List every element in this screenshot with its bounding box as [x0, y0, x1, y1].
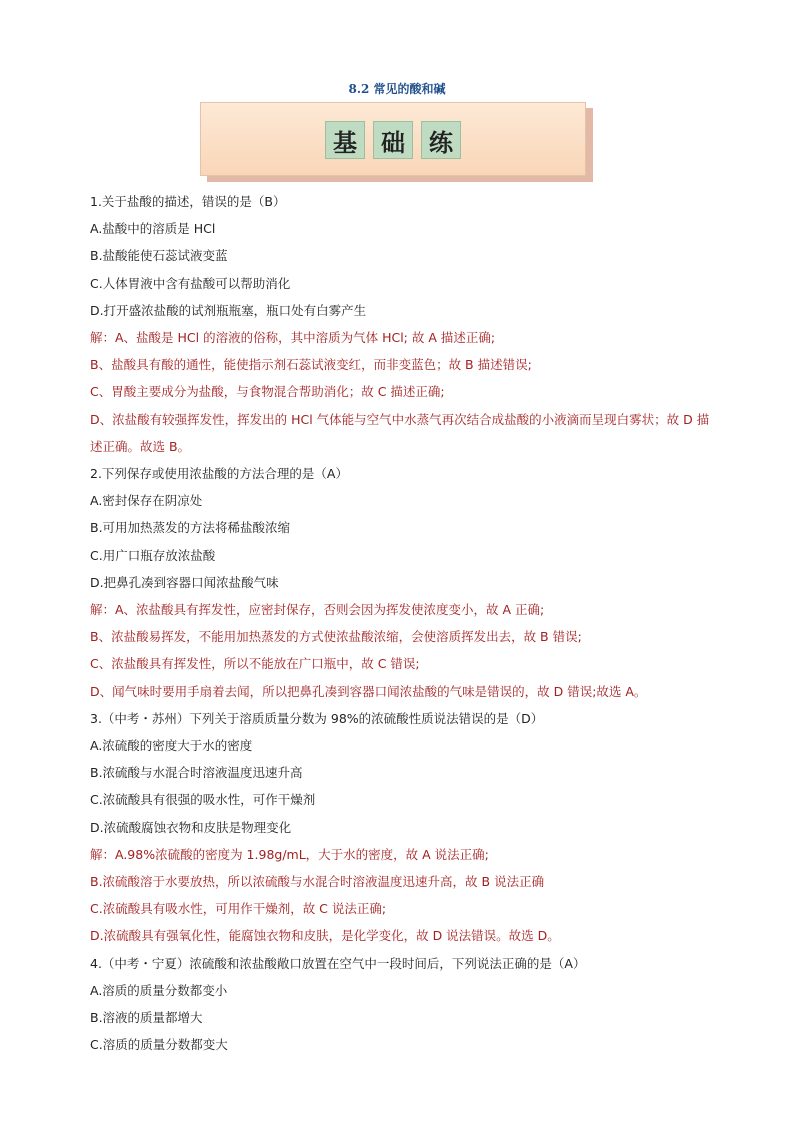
question-1-solution-line: 解：A、盐酸是 HCl 的溶液的俗称，其中溶质为气体 HCl; 故 A 描述正确; [90, 330, 496, 346]
question-4-option-a: A.溶质的质量分数都变小 [90, 982, 228, 998]
question-2-option-b: B.可用加热蒸发的方法将稀盐酸浓缩 [90, 520, 291, 536]
question-1-solution-line: B、盐酸具有酸的通性，能使指示剂石蕊试液变红，而非变蓝色；故 B 描述错误; [90, 357, 532, 373]
question-3-solution-line: B.浓硫酸溶于水要放热，所以浓硫酸与水混合时溶液温度迅速升高，故 B 说法正确 [90, 874, 545, 890]
question-4-option-c: C.溶质的质量分数都变大 [90, 1037, 228, 1053]
question-3-option-b: B.浓硫酸与水混合时溶液温度迅速升高 [90, 765, 303, 781]
question-1-option-a: A.盐酸中的溶质是 HCl [90, 221, 216, 237]
question-3-option-d: D.浓硫酸腐蚀衣物和皮肤是物理变化 [90, 819, 292, 835]
question-1-option-b: B.盐酸能使石蕊试液变蓝 [90, 248, 228, 264]
banner-char-3: 练 [421, 121, 461, 159]
question-3-solution-line: 解：A.98%浓硫酸的密度为 1.98g/mL，大于水的密度，故 A 说法正确; [90, 846, 489, 862]
question-2-solution-line: B、浓盐酸易挥发，不能用加热蒸发的方式使浓盐酸浓缩，会使溶质挥发出去，故 B 错误; [90, 629, 582, 645]
question-2-solution-line: D、闻气味时要用手扇着去闻，所以把鼻孔凑到容器口闻浓盐酸的气味是错误的，故 D 错误;故选 A。 [90, 683, 647, 699]
banner-char-2: 础 [373, 121, 413, 159]
banner [200, 102, 586, 176]
question-3-stem: 3.（中考・苏州）下列关于溶质质量分数为 98%的浓硫酸性质说法错误的是（D） [90, 710, 544, 726]
question-2-solution-line: 解：A、浓盐酸具有挥发性，应密封保存，否则会因为挥发使浓度变小，故 A 正确; [90, 602, 545, 618]
question-4-stem: 4.（中考・宁夏）浓硫酸和浓盐酸敞口放置在空气中一段时间后，下列说法正确的是（A） [90, 955, 586, 971]
question-2-option-a: A.密封保存在阴凉处 [90, 493, 203, 509]
banner-char-1: 基 [325, 121, 365, 159]
question-3-solution-line: C.浓硫酸具有吸水性，可用作干燥剂，故 C 说法正确; [90, 901, 387, 917]
question-1-solution-line: D、浓盐酸有较强挥发性，挥发出的 HCl 气体能与空气中水蒸气再次结合成盐酸的小液滴而呈现白雾状；故 D 描述正确。故选 B。 [90, 411, 710, 454]
question-1-option-d: D.打开盛浓盐酸的试剂瓶瓶塞，瓶口处有白雾产生 [90, 302, 367, 318]
question-3-option-a: A.浓硫酸的密度大于水的密度 [90, 738, 253, 754]
question-3-option-c: C.浓硫酸具有很强的吸水性，可作干燥剂 [90, 792, 316, 808]
question-1-stem: 1.关于盐酸的描述，错误的是（B） [90, 194, 286, 209]
question-3-solution-line: D.浓硫酸具有强氧化性，能腐蚀衣物和皮肤，是化学变化，故 D 说法错误。故选 D。 [90, 928, 560, 944]
question-content [90, 188, 710, 1059]
question-2-option-c: C.用广口瓶存放浓盐酸 [90, 547, 216, 563]
question-2-stem: 2.下列保存或使用浓盐酸的方法合理的是（A） [90, 466, 348, 482]
question-2-option-d: D.把鼻孔凑到容器口闻浓盐酸气味 [90, 574, 279, 590]
question-4-option-b: B.溶液的质量都增大 [90, 1010, 203, 1026]
question-1-option-c: C.人体胃液中含有盐酸可以帮助消化 [90, 275, 291, 291]
section-title: 8.2 常见的酸和碱 [348, 82, 446, 96]
question-1-solution-line: C、胃酸主要成分为盐酸，与食物混合帮助消化；故 C 描述正确; [90, 384, 445, 400]
question-2-solution-line: C、浓盐酸具有挥发性，所以不能放在广口瓶中，故 C 错误; [90, 656, 420, 672]
